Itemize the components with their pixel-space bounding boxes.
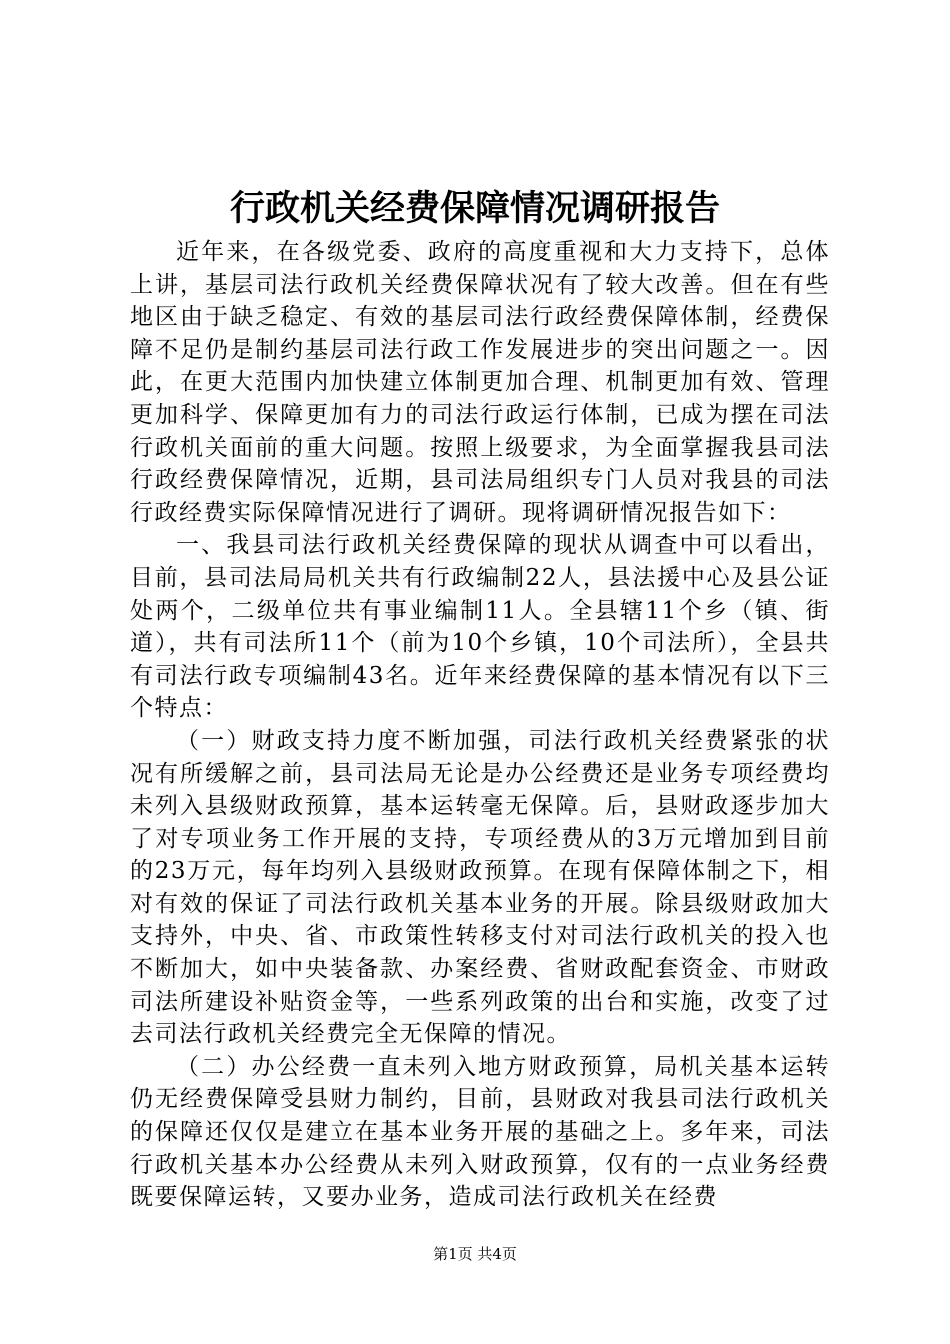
paragraph-subsection-1: （一）财政支持力度不断加强，司法行政机关经费紧张的状况有所缓解之前，县司法局无论是办公经费还是业务专项经费均未列入县级财政预算，基本运转毫无保障。后，县财政逐步加大了对专项业务工作开展的支持，专项经费从的3万元增加到目前的23万元，每年均列入县级财政预算。在现有保障体制之下，相对有效的保证了司法行政机关基本业务的开展。除县级财政加大支持外，中央、省、市政策性转移支付对司法行政机关的投入也不断加大，如中央装备款、办案经费、省财政配套资金、市财政司法所建设补贴资金等，一些系列政策的出台和实施，改变了过去司法行政机关经费完全无保障的情况。 [130,727,830,1048]
paragraph-section-1: 一、我县司法行政机关经费保障的现状从调查中可以看出，目前，县司法局局机关共有行政编制22人，县法援中心及县公证处两个，二级单位共有事业编制11人。全县辖11个乡（镇、街道），共有司法所11个（前为10个乡镇，10个司法所），全县共有司法行政专项编制43名。近年来经费保障的基本情况有以下三个特点： [130,532,830,722]
paragraph-subsection-2: （二）办公经费一直未列入地方财政预算，局机关基本运转仍无经费保障受县财力制约，目前，县财政对我县司法行政机关的保障还仅仅是建立在基本业务开展的基础之上。多年来，司法行政机关基本办公经费从未列入财政预算，仅有的一点业务经费既要保障运转，又要办业务，造成司法行政机关在经费 [130,1053,830,1211]
document-title: 行政机关经费保障情况调研报告 [229,188,720,229]
page-number-footer: 第1页 共4页 [433,1245,517,1263]
document-body [130,236,830,1214]
paragraph-intro: 近年来，在各级党委、政府的高度重视和大力支持下，总体上讲，基层司法行政机关经费保障状况有了较大改善。但在有些地区由于缺乏稳定、有效的基层司法行政经费保障体制，经费保障不足仍是制约基层司法行政工作发展进步的突出问题之一。因此，在更大范围内加快建立体制更加合理、机制更加有效、管理更加科学、保障更加有力的司法行政运行体制，已成为摆在司法行政机关面前的重大问题。按照上级要求，为全面掌握我县司法行政经费保障情况，近期，县司法局组织专门人员对我县的司法行政经费实际保障情况进行了调研。现将调研情况报告如下： [130,239,830,526]
